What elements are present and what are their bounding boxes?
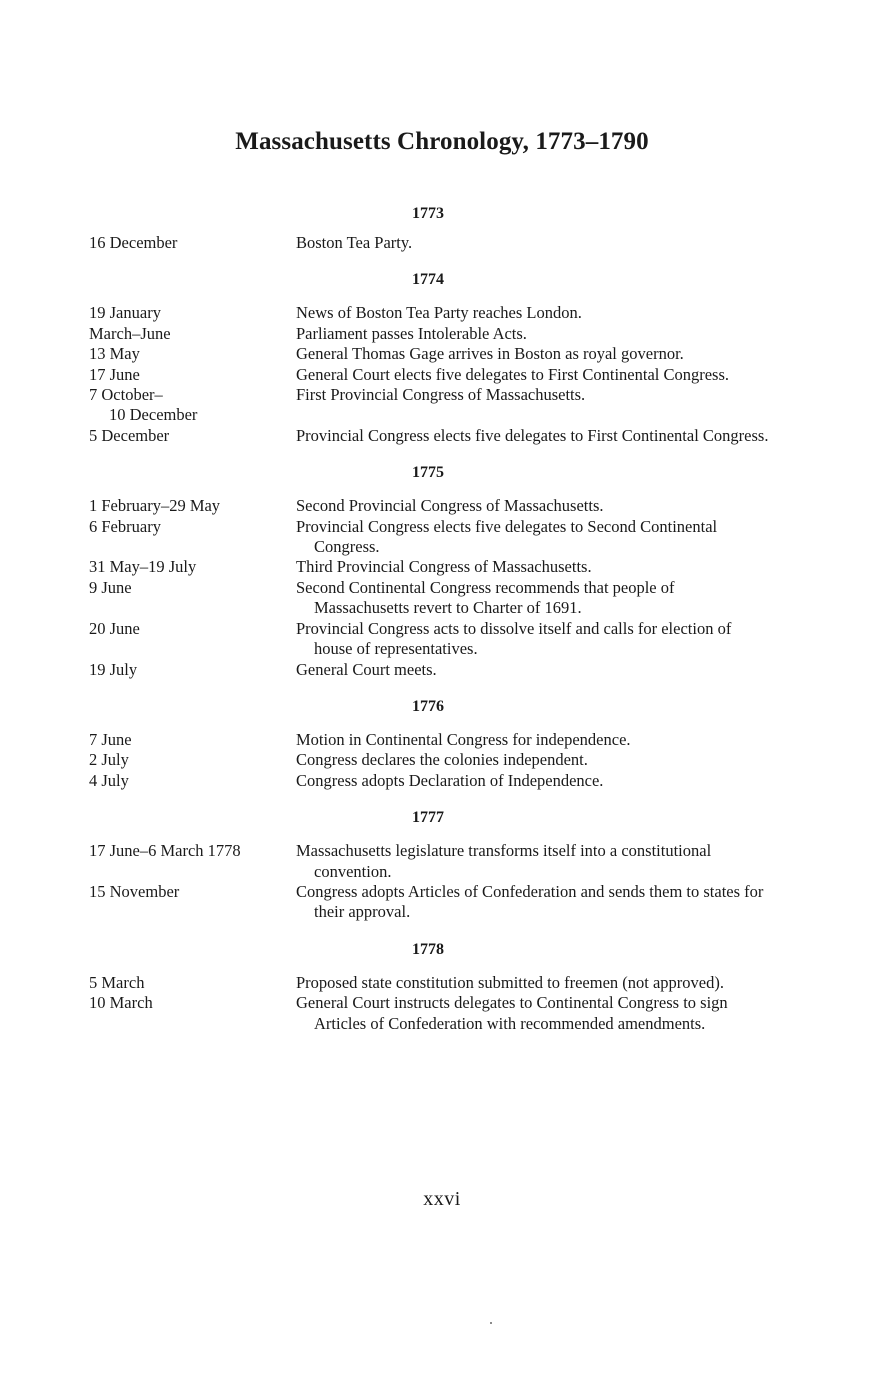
year-heading xyxy=(88,808,768,828)
entry-description: Boston Tea Party. xyxy=(296,233,413,252)
entry-date xyxy=(89,344,296,364)
entry-date-text: 7 October– xyxy=(89,385,163,405)
chronology-entry xyxy=(89,496,769,516)
entry-date xyxy=(89,517,296,558)
entry-date-text: 5 December xyxy=(89,425,170,445)
entry-description: Provincial Congress elects five delegates to Second Continental Congress. xyxy=(296,516,718,557)
entry-date xyxy=(89,750,296,770)
entry-date-continuation: 10 December xyxy=(109,405,198,425)
chronology-entry xyxy=(89,993,769,1034)
year-section xyxy=(89,270,769,446)
year-heading-text: 1778 xyxy=(412,940,444,958)
year-heading xyxy=(88,697,768,717)
entry-description: Congress adopts Articles of Confederation and sends them to states for their approval. xyxy=(296,881,764,922)
entry-date xyxy=(89,426,296,446)
year-heading-text: 1773 xyxy=(412,205,444,222)
entry-date xyxy=(89,557,296,577)
entry-date xyxy=(89,973,296,993)
entry-date-text: 17 June–6 March 1778 xyxy=(89,841,241,861)
chronology-entry xyxy=(89,517,769,558)
entry-date-text: 15 November xyxy=(89,881,180,901)
chronology-entry xyxy=(89,365,769,385)
entry-date xyxy=(89,660,296,680)
entry-date-text: March–June xyxy=(89,323,171,343)
entry-date xyxy=(89,841,296,882)
entry-description: Parliament passes Intolerable Acts. xyxy=(296,323,527,343)
entry-date-text: 19 July xyxy=(89,659,138,679)
chronology-entry xyxy=(89,841,769,882)
page-title: Massachusetts Chronology, 1773–1790 xyxy=(235,128,649,155)
year-section xyxy=(89,940,769,1034)
entry-date-text: 13 May xyxy=(89,344,140,364)
entry-date xyxy=(89,496,296,516)
entry-description: Third Provincial Congress of Massachusetts. xyxy=(296,557,592,577)
entry-date-text: 19 January xyxy=(89,303,161,323)
entry-date xyxy=(89,303,296,323)
chronology-entry xyxy=(89,578,769,619)
chronology-entry xyxy=(89,771,769,791)
chronology-entry xyxy=(89,730,769,750)
year-heading-text: 1775 xyxy=(412,464,444,482)
entry-date xyxy=(89,385,296,426)
entry-date xyxy=(89,771,296,791)
entry-date xyxy=(89,233,296,253)
entry-description: Proposed state constitution submitted to freemen (not approved). xyxy=(296,972,724,992)
entry-description: Provincial Congress acts to dissolve itself and calls for election of house of representatives. xyxy=(296,618,732,659)
entry-description: Motion in Continental Congress for independence. xyxy=(296,729,631,749)
chronology-entry xyxy=(89,426,769,446)
page-number: xxvi xyxy=(423,1188,461,1210)
chronology-entry xyxy=(89,303,769,323)
entry-date-text: 9 June xyxy=(89,577,132,597)
chronology-entry xyxy=(89,324,769,344)
entry-description: General Thomas Gage arrives in Boston as royal governor. xyxy=(296,344,684,364)
chronology-entry xyxy=(89,557,769,577)
entry-date xyxy=(89,324,296,344)
entry-date-text: 10 March xyxy=(89,993,153,1013)
entry-description: Congress declares the colonies independent. xyxy=(296,750,588,770)
entry-description: First Provincial Congress of Massachusetts. xyxy=(296,385,586,405)
entry-date-text: 1 February–29 May xyxy=(89,496,221,516)
chronology-entry xyxy=(89,344,769,364)
chronology-entry xyxy=(89,973,769,993)
year-section xyxy=(89,463,769,680)
year-heading-text: 1777 xyxy=(412,809,444,827)
year-heading xyxy=(88,204,768,224)
entry-description: News of Boston Tea Party reaches London. xyxy=(296,303,582,323)
entry-description: General Court elects five delegates to First Continental Congress. xyxy=(296,364,730,384)
year-heading-text: 1776 xyxy=(412,697,444,715)
chronology xyxy=(89,204,769,1034)
paper-speck xyxy=(490,1322,492,1324)
entry-date-text: 2 July xyxy=(89,750,129,770)
year-heading xyxy=(88,940,768,960)
chronology-entry xyxy=(89,385,769,426)
entry-description: Provincial Congress elects five delegates to First Continental Congress. xyxy=(296,425,769,445)
entry-date-text: 6 February xyxy=(89,516,161,536)
chronology-entry xyxy=(89,233,769,253)
entry-description: Second Continental Congress recommends that people of Massachusetts revert to Charter of 1691. xyxy=(296,577,675,618)
entry-date-text: 31 May–19 July xyxy=(89,557,197,577)
year-heading-text: 1774 xyxy=(412,271,444,289)
year-heading xyxy=(88,270,768,290)
entry-date-text: 4 July xyxy=(89,770,129,790)
entry-description: Congress adopts Declaration of Independence. xyxy=(296,770,604,790)
entry-description: General Court meets. xyxy=(296,659,437,679)
entry-description: Second Provincial Congress of Massachusetts. xyxy=(296,496,604,516)
year-heading xyxy=(88,463,768,483)
entry-date-text: 20 June xyxy=(89,618,140,638)
entry-date xyxy=(89,365,296,385)
entry-date xyxy=(89,619,296,660)
entry-description: General Court instructs delegates to Continental Congress to sign Articles of Confederation with recommended amendments. xyxy=(296,993,728,1033)
year-section xyxy=(89,697,769,791)
year-section xyxy=(89,204,769,253)
year-section xyxy=(89,808,769,923)
entry-date-text: 17 June xyxy=(89,364,140,384)
entry-date xyxy=(89,993,296,1034)
entry-date-text: 5 March xyxy=(89,972,145,992)
entry-description: Massachusetts legislature transforms itself into a constitutional convention. xyxy=(296,841,712,881)
chronology-entry xyxy=(89,660,769,680)
entry-date-text: 7 June xyxy=(89,729,132,749)
entry-date xyxy=(89,730,296,750)
entry-date xyxy=(89,882,296,923)
chronology-entry xyxy=(89,619,769,660)
chronology-entry xyxy=(89,750,769,770)
entry-date-text: 16 December xyxy=(89,233,178,252)
chronology-entry xyxy=(89,882,769,923)
entry-date xyxy=(89,578,296,619)
